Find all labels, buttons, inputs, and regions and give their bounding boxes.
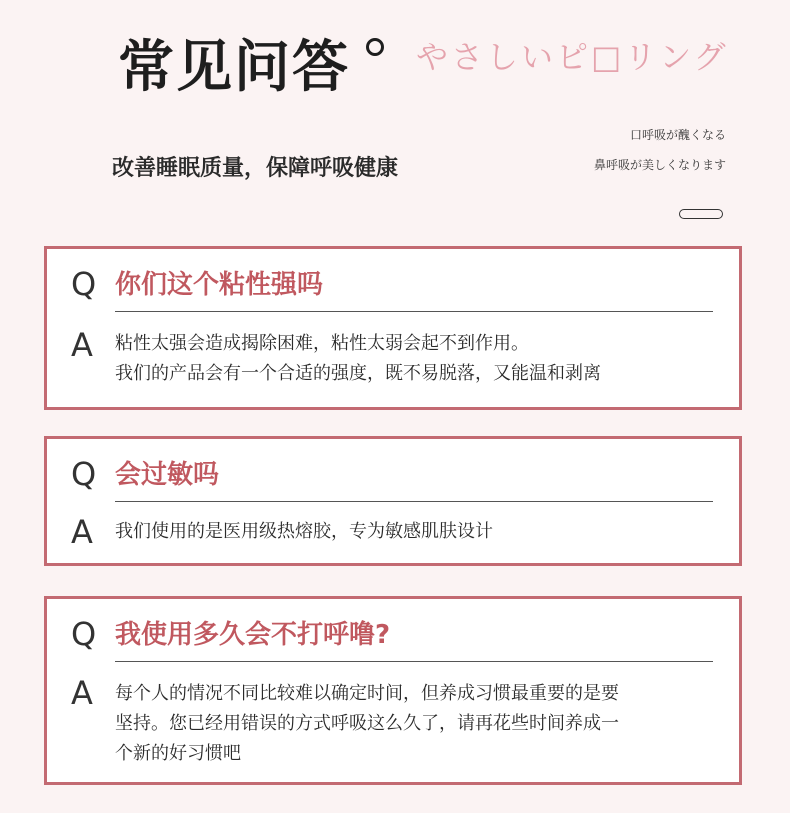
answer-line: 我们的产品会有一个合适的强度，既不易脱落，又能温和剥离 [115,363,601,384]
faq-question: 我使用多久会不打呼噜? [115,620,391,650]
japanese-title: やさしいピ□リング [416,38,729,76]
answer-line: 粘性太强会造成揭除困难，粘性太弱会起不到作用。 [115,333,529,354]
answer-line: 个新的好习惯吧 [115,743,241,764]
faq-question: 会过敏吗 [115,460,220,490]
answer-line: 我们使用的是医用级热熔胶，专为敏感肌肤设计 [115,521,493,542]
pill-decoration [679,209,723,219]
japanese-caption-1: 口呼吸が醜くなる [629,128,726,142]
a-letter: A [71,326,93,364]
a-letter: A [71,674,93,712]
faq-answer [115,329,709,389]
q-letter: Q [71,265,97,303]
faq-answer [115,517,709,547]
a-letter: A [71,513,93,551]
answer-line: 每个人的情况不同比较难以确定时间，但养成习惯最重要的是要 [115,683,619,704]
faq-answer [115,679,709,769]
divider [115,311,713,312]
answer-line: 坚持。您已经用错误的方式呼吸这么久了，请再花些时间养成一 [115,713,619,734]
faq-card [44,436,742,566]
faq-question: 你们这个粘性强吗 [115,270,324,300]
japanese-caption-2: 鼻呼吸が美しくなります [593,158,726,172]
divider [115,661,713,662]
title-circle-icon [366,38,384,56]
faq-card [44,246,742,410]
q-letter: Q [71,615,97,653]
page-title: 常见问答 [118,35,350,100]
faq-card [44,596,742,785]
divider [115,501,713,502]
page-subtitle: 改善睡眠质量，保障呼吸健康 [112,156,399,181]
q-letter: Q [71,455,97,493]
